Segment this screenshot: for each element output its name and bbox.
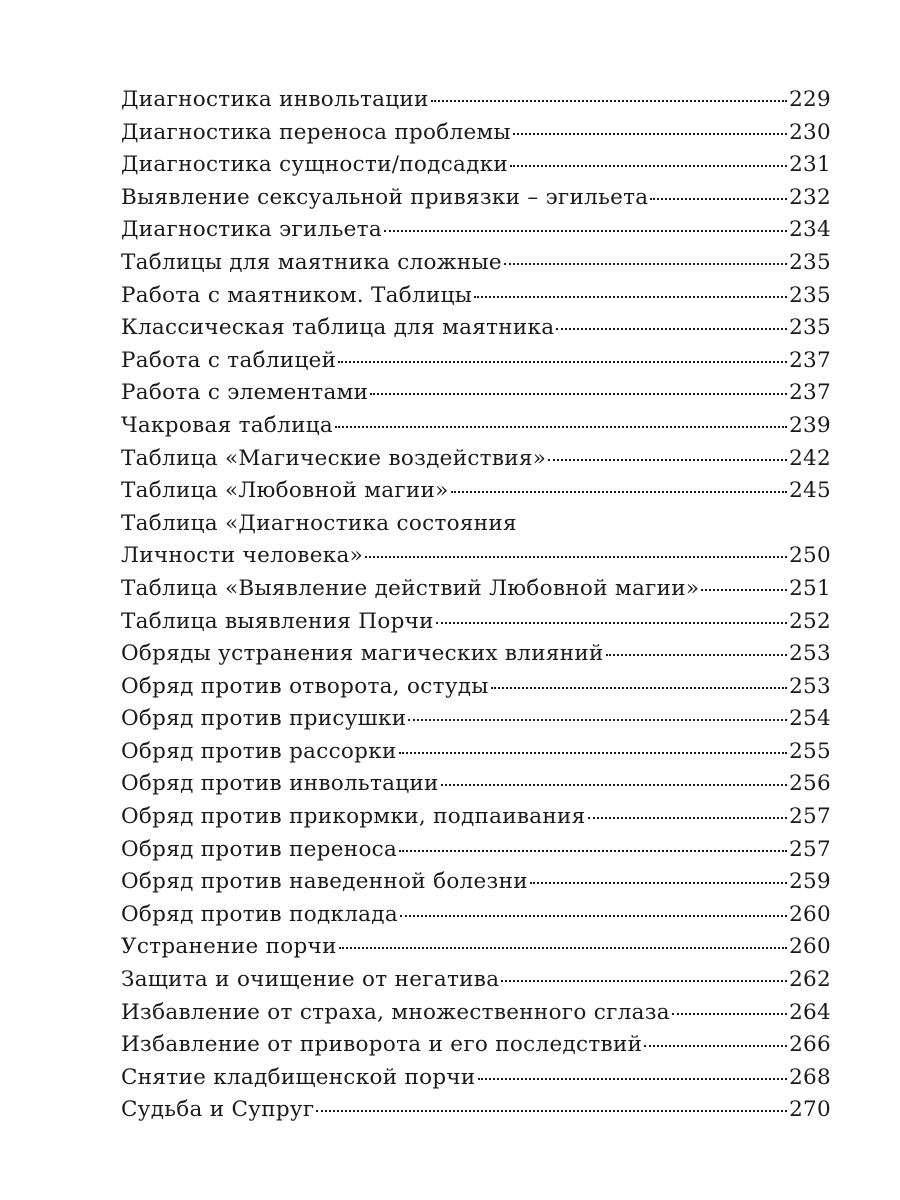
- dot-leader: [513, 133, 787, 135]
- dot-leader: [339, 947, 787, 949]
- toc-entry-title: Работа с элементами: [121, 380, 369, 406]
- toc-entry-title: Диагностика сущности/подсадки: [121, 152, 509, 178]
- toc-entry-page: 235: [789, 282, 831, 308]
- toc-entry-page: 245: [789, 478, 831, 504]
- toc-entry-title: Обряд против инвольтации: [121, 771, 439, 797]
- toc-entry: [121, 247, 831, 280]
- toc-entry-page: 231: [789, 152, 831, 178]
- toc-entry-title: Обряд против наведенной болезни: [121, 869, 528, 895]
- toc-entry-title: Работа с маятником. Таблицы: [121, 282, 473, 308]
- toc-entry-title: Снятие кладбищенской порчи: [121, 1064, 476, 1090]
- toc-entry: [121, 345, 831, 378]
- toc-entry-title: Таблица «Магические воздействия»: [121, 445, 547, 471]
- toc-entry-title: Обряд против присушки: [121, 706, 407, 732]
- toc-entry-page: 229: [789, 87, 831, 112]
- toc-entry: [121, 1094, 831, 1127]
- toc-entry-page: 268: [789, 1064, 831, 1090]
- toc-entry-title: Таблица выявления Порчи: [121, 608, 434, 634]
- dot-leader: [548, 459, 787, 461]
- toc-entry-page: 232: [789, 184, 831, 210]
- toc-entry-page: 235: [789, 315, 831, 341]
- dot-leader: [365, 556, 787, 558]
- table-of-contents: [121, 84, 831, 1127]
- toc-entry: [121, 573, 831, 606]
- toc-entry-title: Личности человека»: [121, 543, 364, 569]
- toc-entry: [121, 768, 831, 801]
- toc-entry: [121, 117, 831, 150]
- dot-leader: [451, 491, 787, 493]
- dot-leader: [701, 589, 787, 591]
- dot-leader: [606, 654, 787, 656]
- toc-entry-page: 254: [789, 706, 831, 732]
- dot-leader: [588, 817, 788, 819]
- dot-leader: [338, 361, 787, 363]
- dot-leader: [474, 296, 787, 298]
- toc-entry-title: Диагностика инвольтации: [121, 87, 429, 112]
- toc-entry: [121, 801, 831, 834]
- toc-entry-title: Таблица «Выявление действий Любовной магии»: [121, 575, 700, 601]
- dot-leader: [370, 393, 787, 395]
- toc-entry-page: 255: [789, 738, 831, 764]
- toc-entry: [121, 508, 831, 573]
- toc-entry: [121, 182, 831, 215]
- dot-leader: [650, 198, 787, 200]
- toc-entry: [121, 84, 831, 117]
- dot-leader: [491, 687, 787, 689]
- toc-entry-page: 253: [789, 673, 831, 699]
- dot-leader: [501, 980, 787, 982]
- toc-entry-page: 253: [789, 641, 831, 667]
- dot-leader: [408, 719, 787, 721]
- toc-entry: [121, 931, 831, 964]
- toc-entry-title: Обряд против отворота, остуды: [121, 673, 489, 699]
- toc-entry-title: Обряд против прикормки, подпаивания: [121, 804, 586, 830]
- toc-entry-title: Таблицы для маятника сложные: [121, 249, 502, 275]
- toc-entry-title: Выявление сексуальной привязки – эгильета: [121, 184, 649, 210]
- toc-entry: [121, 280, 831, 313]
- toc-entry: [121, 997, 831, 1030]
- toc-entry-page: 237: [789, 347, 831, 373]
- toc-entry-page: 260: [789, 901, 831, 927]
- toc-entry-title: Обряд против рассорки: [121, 738, 397, 764]
- dot-leader: [556, 328, 787, 330]
- toc-entry-title: Чакровая таблица: [121, 412, 333, 438]
- toc-entry-page: 250: [789, 543, 831, 569]
- toc-entry: [121, 703, 831, 736]
- toc-entry-page: 257: [789, 804, 831, 830]
- toc-entry-page: 260: [789, 934, 831, 960]
- toc-entry-page: 235: [789, 249, 831, 275]
- toc-entry-page: 237: [789, 380, 831, 406]
- dot-leader: [335, 426, 787, 428]
- dot-leader: [436, 622, 787, 624]
- dot-leader: [400, 915, 787, 917]
- toc-entry-page: 239: [789, 412, 831, 438]
- dot-leader: [441, 784, 787, 786]
- toc-entry: [121, 638, 831, 671]
- toc-entry-page: 242: [789, 445, 831, 471]
- toc-entry: [121, 964, 831, 997]
- toc-entry-page: 257: [789, 836, 831, 862]
- toc-entry-page: 252: [789, 608, 831, 634]
- dot-leader: [431, 100, 787, 102]
- toc-entry: [121, 377, 831, 410]
- toc-entry: [121, 443, 831, 476]
- toc-entry-page: 234: [789, 217, 831, 243]
- toc-entry-title: Таблица «Любовной магии»: [121, 478, 449, 504]
- toc-entry-title: Обряд против переноса: [121, 836, 398, 862]
- dot-leader: [478, 1078, 788, 1080]
- toc-entry-page: 264: [789, 999, 831, 1025]
- toc-entry-title: Защита и очищение от негатива: [121, 967, 500, 993]
- toc-entry: [121, 1062, 831, 1095]
- toc-entry: [121, 834, 831, 867]
- toc-entry-title: Обряды устранения магических влияний: [121, 641, 604, 667]
- toc-entry-title: Работа с таблицей: [121, 347, 337, 373]
- toc-entry: [121, 606, 831, 639]
- toc-entry-page: 270: [789, 1097, 831, 1123]
- dot-leader: [504, 263, 787, 265]
- toc-entry: [121, 214, 831, 247]
- dot-leader: [316, 1110, 787, 1112]
- dot-leader: [384, 230, 787, 232]
- toc-entry-title: Судьба и Супруг: [121, 1097, 315, 1123]
- toc-entry-title: Избавление от страха, множественного сглаза: [121, 999, 670, 1025]
- toc-entry-title-line1: Таблица «Диагностика состояния: [121, 510, 517, 536]
- toc-entry: [121, 866, 831, 899]
- toc-entry: [121, 671, 831, 704]
- toc-entry-title: Диагностика эгильета: [121, 217, 382, 243]
- toc-entry-title: Устранение порчи: [121, 934, 337, 960]
- toc-entry: [121, 1029, 831, 1062]
- dot-leader: [672, 1013, 787, 1015]
- toc-entry-page: 259: [789, 869, 831, 895]
- dot-leader: [399, 752, 787, 754]
- toc-entry-title: Диагностика переноса проблемы: [121, 119, 511, 145]
- toc-entry: [121, 475, 831, 508]
- toc-entry-title: Избавление от приворота и его последствий: [121, 1032, 643, 1058]
- toc-entry-title: Классическая таблица для маятника: [121, 315, 555, 341]
- dot-leader: [399, 850, 787, 852]
- dot-leader: [530, 882, 787, 884]
- toc-entry-page: 251: [789, 575, 831, 601]
- toc-entry-page: 256: [789, 771, 831, 797]
- toc-entry-page: 266: [789, 1032, 831, 1058]
- toc-entry: [121, 149, 831, 182]
- toc-entry-title: Обряд против подклада: [121, 901, 398, 927]
- toc-entry-page: 230: [789, 119, 831, 145]
- toc-entry: [121, 736, 831, 769]
- toc-entry: [121, 899, 831, 932]
- toc-entry: [121, 410, 831, 443]
- dot-leader: [510, 165, 787, 167]
- toc-entry-page: 262: [789, 967, 831, 993]
- dot-leader: [644, 1045, 787, 1047]
- toc-entry: [121, 312, 831, 345]
